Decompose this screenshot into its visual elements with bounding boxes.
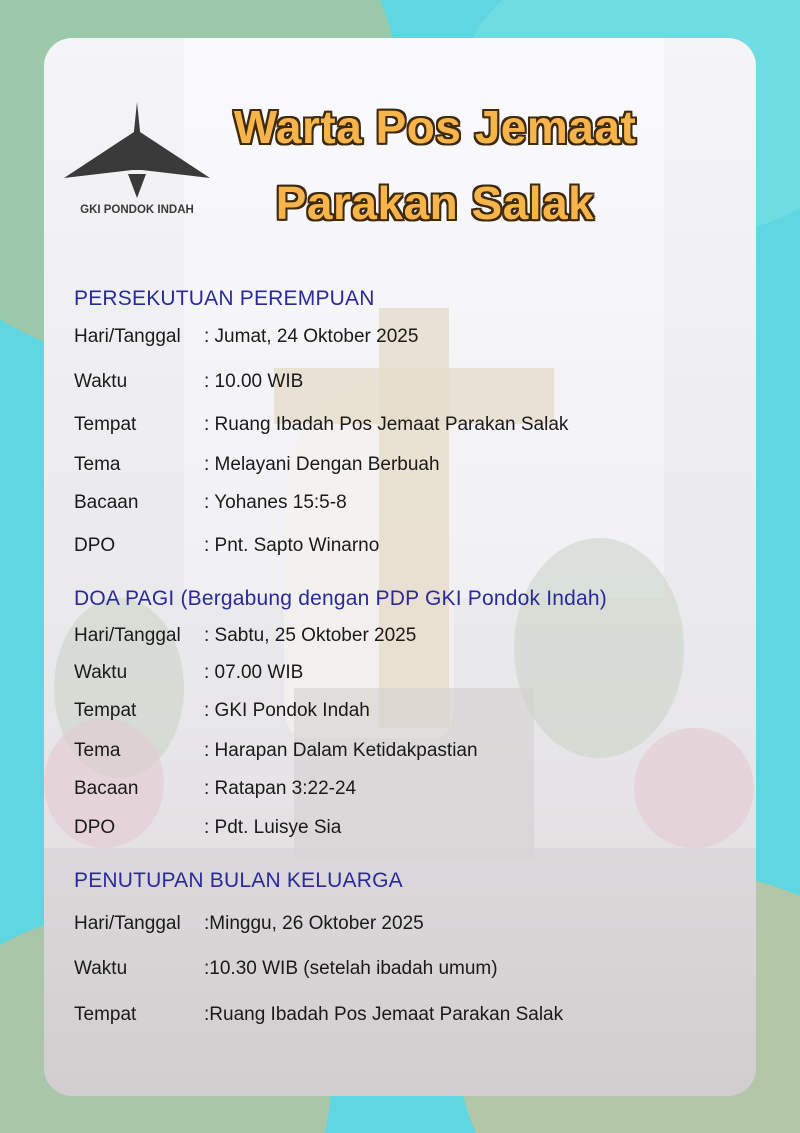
info-row [74, 492, 714, 520]
row-label: Hari/Tanggal [74, 913, 181, 934]
row-value: : Pnt. Sapto Winarno [204, 535, 380, 556]
section-title-penutupan-bulan-keluarga: PENUTUPAN BULAN KELUARGA [74, 869, 403, 892]
row-label: DPO [74, 535, 116, 556]
info-row [74, 958, 714, 986]
info-row [74, 625, 714, 653]
info-row [74, 1004, 714, 1032]
info-row [74, 414, 714, 442]
row-value: : 07.00 WIB [204, 662, 304, 683]
row-value: : Yohanes 15:5-8 [204, 492, 347, 513]
row-value: : 10.00 WIB [204, 371, 304, 392]
row-value: : Harapan Dalam Ketidakpastian [204, 740, 478, 761]
section-title-persekutuan-perempuan: PERSEKUTUAN PEREMPUAN [74, 287, 375, 310]
row-value: : Sabtu, 25 Oktober 2025 [204, 625, 417, 646]
info-row [74, 913, 714, 941]
info-row [74, 700, 714, 728]
row-value: : Jumat, 24 Oktober 2025 [204, 326, 419, 347]
row-value: : Pdt. Luisye Sia [204, 817, 342, 838]
info-row [74, 535, 714, 563]
info-row [74, 454, 714, 482]
row-value: : Ruang Ibadah Pos Jemaat Parakan Salak [204, 414, 569, 435]
row-value: :Ruang Ibadah Pos Jemaat Parakan Salak [204, 1004, 564, 1025]
row-value: : Ratapan 3:22-24 [204, 778, 357, 799]
info-row [74, 740, 714, 768]
info-row [74, 817, 714, 845]
triangle-logo-icon [62, 100, 212, 200]
row-value: : GKI Pondok Indah [204, 700, 370, 721]
info-row [74, 326, 714, 354]
row-label: Tempat [74, 700, 137, 721]
row-label: Bacaan [74, 492, 139, 513]
row-label: Waktu [74, 958, 128, 979]
page-title-line-2: Parakan Salak [275, 177, 595, 229]
row-label: Bacaan [74, 778, 139, 799]
info-row [74, 778, 714, 806]
gki-logo [62, 100, 212, 220]
row-label: Tema [74, 740, 121, 761]
row-value: :10.30 WIB (setelah ibadah umum) [204, 958, 498, 979]
row-label: Waktu [74, 371, 128, 392]
row-label: Tema [74, 454, 121, 475]
logo-text: GKI PONDOK INDAH [80, 204, 194, 216]
row-label: DPO [74, 817, 116, 838]
row-label: Waktu [74, 662, 128, 683]
row-label: Tempat [74, 1004, 137, 1025]
row-value: : Melayani Dengan Berbuah [204, 454, 440, 475]
page-title-line-1: Warta Pos Jemaat [233, 101, 637, 153]
info-row [74, 371, 714, 399]
section-title-doa-pagi: DOA PAGI (Bergabung dengan PDP GKI Pondok Indah) [74, 587, 607, 610]
row-value: :Minggu, 26 Oktober 2025 [204, 913, 424, 934]
info-row [74, 662, 714, 690]
row-label: Hari/Tanggal [74, 625, 181, 646]
row-label: Tempat [74, 414, 137, 435]
row-label: Hari/Tanggal [74, 326, 181, 347]
